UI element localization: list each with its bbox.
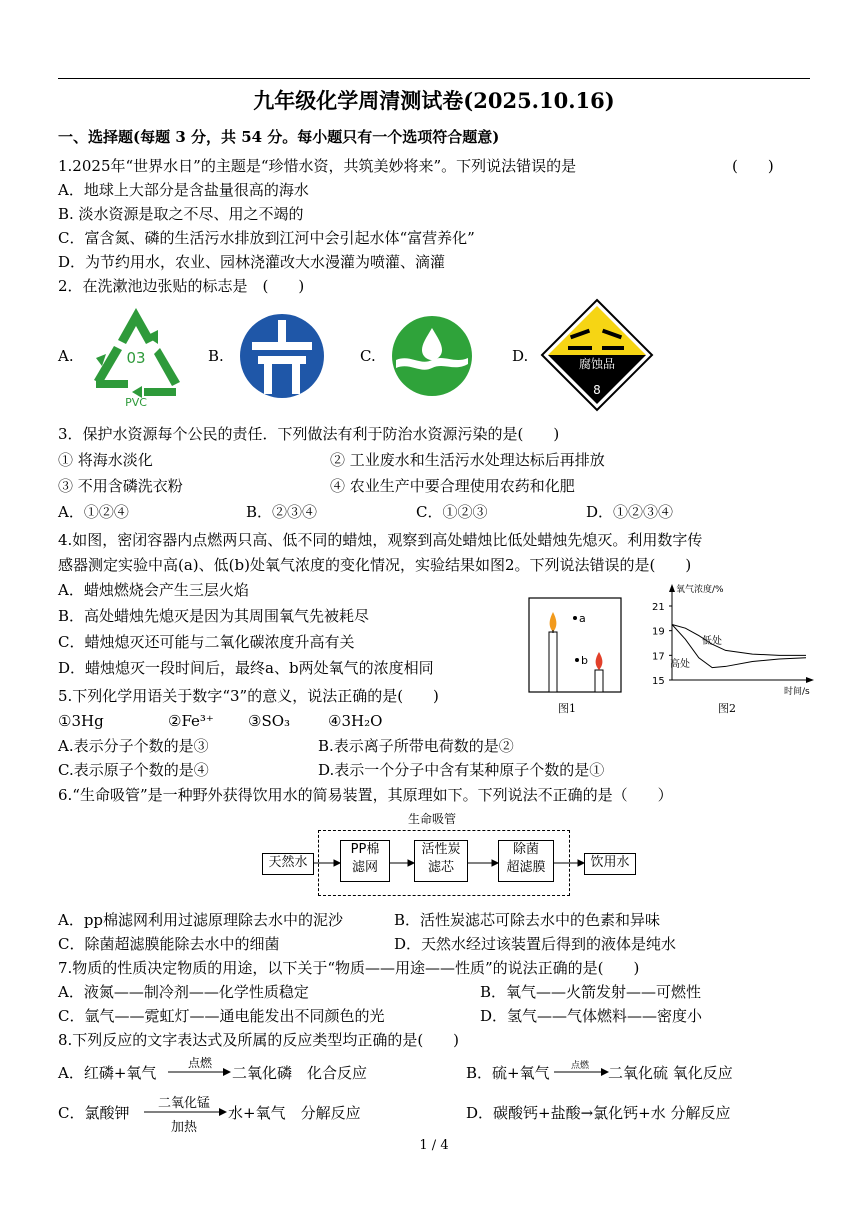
point-b-label: b	[581, 654, 588, 667]
flow-arrows	[312, 852, 592, 876]
q2-option-b-label: B.	[208, 347, 224, 365]
q4-stem-line1: 4.如图，密闭容器内点燃两只高、低不同的蜡烛，观察到高处蜡烛比低处蜡烛先熄灭。利用数字传	[58, 531, 703, 549]
q6-option-b: B．活性炭滤芯可除去水中的色素和异味	[394, 911, 661, 929]
q7-option-b: B．氧气——火箭发射——可燃性	[480, 983, 702, 1001]
q1-option-b: B. 淡水资源是取之不尽、用之不竭的	[58, 205, 304, 223]
q7-option-d: D．氢气——气体燃料——密度小	[480, 1007, 703, 1025]
recycle-number: 03	[126, 349, 146, 367]
q8-option-a-arrow-icon	[168, 1066, 232, 1078]
corrosive-label: 腐蚀品	[578, 357, 616, 371]
q8-option-d: D．碳酸钙+盐酸→氯化钙+水 分解反应	[466, 1104, 731, 1122]
q1-option-d: D．为节约用水，农业、园林浇灌改大水漫灌为喷灌、滴灌	[58, 253, 446, 271]
q7-stem: 7.物质的性质决定物质的用途，以下关于“物质——用途——性质”的说法正确的是( )	[58, 959, 640, 977]
q6-option-d: D．天然水经过该装置后得到的液体是纯水	[394, 935, 677, 953]
q3-item-4: ④ 农业生产中要合理使用农药和化肥	[330, 477, 575, 495]
q6-option-c: C．除菌超滤膜能除去水中的细菌	[58, 935, 280, 953]
tall-flame-icon	[550, 612, 557, 632]
q8-option-c-heat: 加热	[170, 1120, 197, 1135]
q8-option-a-reactants: A．红磷+氧气	[58, 1064, 157, 1082]
pp-filter-line2: 滤网	[351, 860, 378, 875]
q1-option-c: C．富含氮、磷的生活污水排放到江河中会引起水体“富营养化”	[58, 229, 475, 247]
q4-option-b: B．高处蜡烛先熄灭是因为其周围氧气先被耗尽	[58, 607, 370, 625]
figure1-caption: 图1	[558, 702, 576, 715]
q3-option-b: B．②③④	[246, 503, 318, 521]
q1-option-a: A．地球上大部分是含盐量很高的海水	[58, 181, 309, 199]
series-low-label: 低处	[702, 636, 722, 647]
x-axis-label: 时间/s	[784, 687, 810, 697]
recycling-symbol-icon	[84, 300, 188, 408]
q2-option-d-label: D.	[512, 347, 529, 365]
q5-stem: 5.下列化学用语关于数字“3”的意义，说法正确的是( )	[58, 687, 439, 705]
y-tick-label: 21	[652, 602, 665, 613]
q5-option-b: B.表示离子所带电荷数的是②	[318, 737, 514, 755]
q4-stem-line2: 感器测定实验中高(a)、低(b)处氧气浓度的变化情况，实验结果如图2。下列说法错误的是( )	[58, 556, 692, 574]
flow-diagram-title: 生命吸管	[408, 812, 457, 826]
q5-item-3: ③SO₃	[248, 712, 291, 730]
q3-item-1: ① 将海水淡化	[58, 451, 153, 469]
q6-option-a: A．pp棉滤网利用过滤原理除去水中的泥沙	[58, 911, 344, 929]
q8-option-c-reactants: C．氯酸钾	[58, 1104, 130, 1122]
q3-option-a: A．①②④	[58, 503, 129, 521]
tall-candle-icon	[549, 632, 557, 692]
q4-option-a: A．蜡烛燃烧会产生三层火焰	[58, 581, 249, 599]
q5-item-2: ②Fe³⁺	[168, 712, 214, 730]
q8-option-b-products: 二氧化硫 氧化反应	[608, 1064, 733, 1082]
q5-option-c: C.表示原子个数的是④	[58, 761, 209, 779]
series-high-label: 高处	[670, 659, 690, 670]
ultrafilter-line1: 除菌	[512, 842, 539, 857]
recycle-label: PVC	[125, 396, 147, 408]
q7-option-c: C．氩气——霓虹灯——通电能发出不同颜色的光	[58, 1007, 385, 1025]
point-a-label: a	[579, 612, 586, 625]
q3-item-2: ② 工业废水和生活污水处理达标后再排放	[330, 451, 605, 469]
q8-option-c-products: 水+氧气 分解反应	[228, 1104, 361, 1122]
q1-bracket: ( )	[732, 157, 774, 175]
q8-option-a-products: 二氧化磷 化合反应	[232, 1064, 368, 1082]
q3-option-d: D．①②③④	[586, 503, 674, 521]
oxygen-concentration-chart	[640, 580, 816, 700]
q8-option-a-condition: 点燃	[187, 1056, 212, 1070]
q3-option-c: C．①②③	[416, 503, 488, 521]
ultrafilter-line2: 超滤膜	[506, 860, 546, 875]
figure2-caption: 图2	[718, 702, 736, 715]
flow-input-box: 天然水	[262, 853, 314, 875]
y-axis-label: 氧气浓度/%	[676, 585, 724, 595]
q5-item-4: ④3H₂O	[328, 712, 383, 730]
corrosive-class: 8	[593, 383, 601, 397]
q5-option-a: A.表示分子个数的是③	[58, 737, 209, 755]
q3-stem: 3．保护水资源每个公民的责任．下列做法有利于防治水资源污染的是( )	[58, 425, 560, 443]
q8-option-b-reactants: B．硫+氧气	[466, 1064, 550, 1082]
series-line-high	[672, 625, 806, 668]
q6-stem: 6.“生命吸管”是一种野外获得饮用水的简易装置，其原理如下。下列说法不正确的是（ ）	[58, 786, 673, 804]
short-candle-icon	[595, 670, 603, 692]
carbon-filter-line2: 滤芯	[427, 860, 454, 875]
q8-option-b-arrow-icon	[554, 1066, 610, 1078]
top-rule	[58, 78, 810, 79]
q4-option-c: C．蜡烛熄灭还可能与二氧化碳浓度升高有关	[58, 633, 355, 651]
flow-output-box: 饮用水	[584, 853, 636, 875]
water-saving-logo-icon	[238, 312, 326, 400]
q5-option-d: D.表示一个分子中含有某种原子个数的是①	[318, 761, 605, 779]
page-number: 1 / 4	[419, 1138, 449, 1153]
candle-experiment-figure	[528, 592, 628, 694]
q2-option-c-label: C.	[360, 347, 376, 365]
q5-item-1: ①3Hg	[58, 712, 104, 730]
page-title: 九年级化学周清测试卷(2025.10.16)	[253, 88, 615, 113]
q8-option-b-condition: 点燃	[570, 1061, 589, 1071]
q2-stem: 2．在洗漱池边张贴的标志是 ( )	[58, 277, 305, 295]
pp-filter-line1: PP棉	[350, 842, 380, 857]
q4-option-d: D．蜡烛熄灭一段时间后，最终a、b两处氧气的浓度相同	[58, 659, 434, 677]
q3-item-3: ③ 不用含磷洗衣粉	[58, 477, 183, 495]
water-drop-logo-icon	[390, 314, 474, 398]
y-tick-label: 17	[652, 651, 665, 663]
y-tick-label: 19	[652, 626, 665, 638]
y-tick-label: 15	[652, 676, 665, 687]
section-heading: 一、选择题(每题 3 分，共 54 分。每小题只有一个选项符合题意)	[58, 128, 500, 146]
carbon-filter-line1: 活性炭	[421, 842, 461, 857]
q8-option-c-catalyst: 二氧化锰	[157, 1096, 210, 1111]
q1-stem: 1.2025年“世界水日”的主题是“珍惜水资，共筑美妙将来”。下列说法错误的是	[58, 157, 577, 175]
short-flame-icon	[596, 652, 603, 670]
q8-stem: 8.下列反应的文字表达式及所属的反应类型均正确的是( )	[58, 1031, 460, 1049]
series-line-low	[672, 625, 806, 656]
q7-option-a: A．液氮——制冷剂——化学性质稳定	[58, 983, 309, 1001]
q2-option-a-label: A.	[58, 347, 74, 365]
corrosive-hazard-sign-icon	[540, 298, 654, 412]
